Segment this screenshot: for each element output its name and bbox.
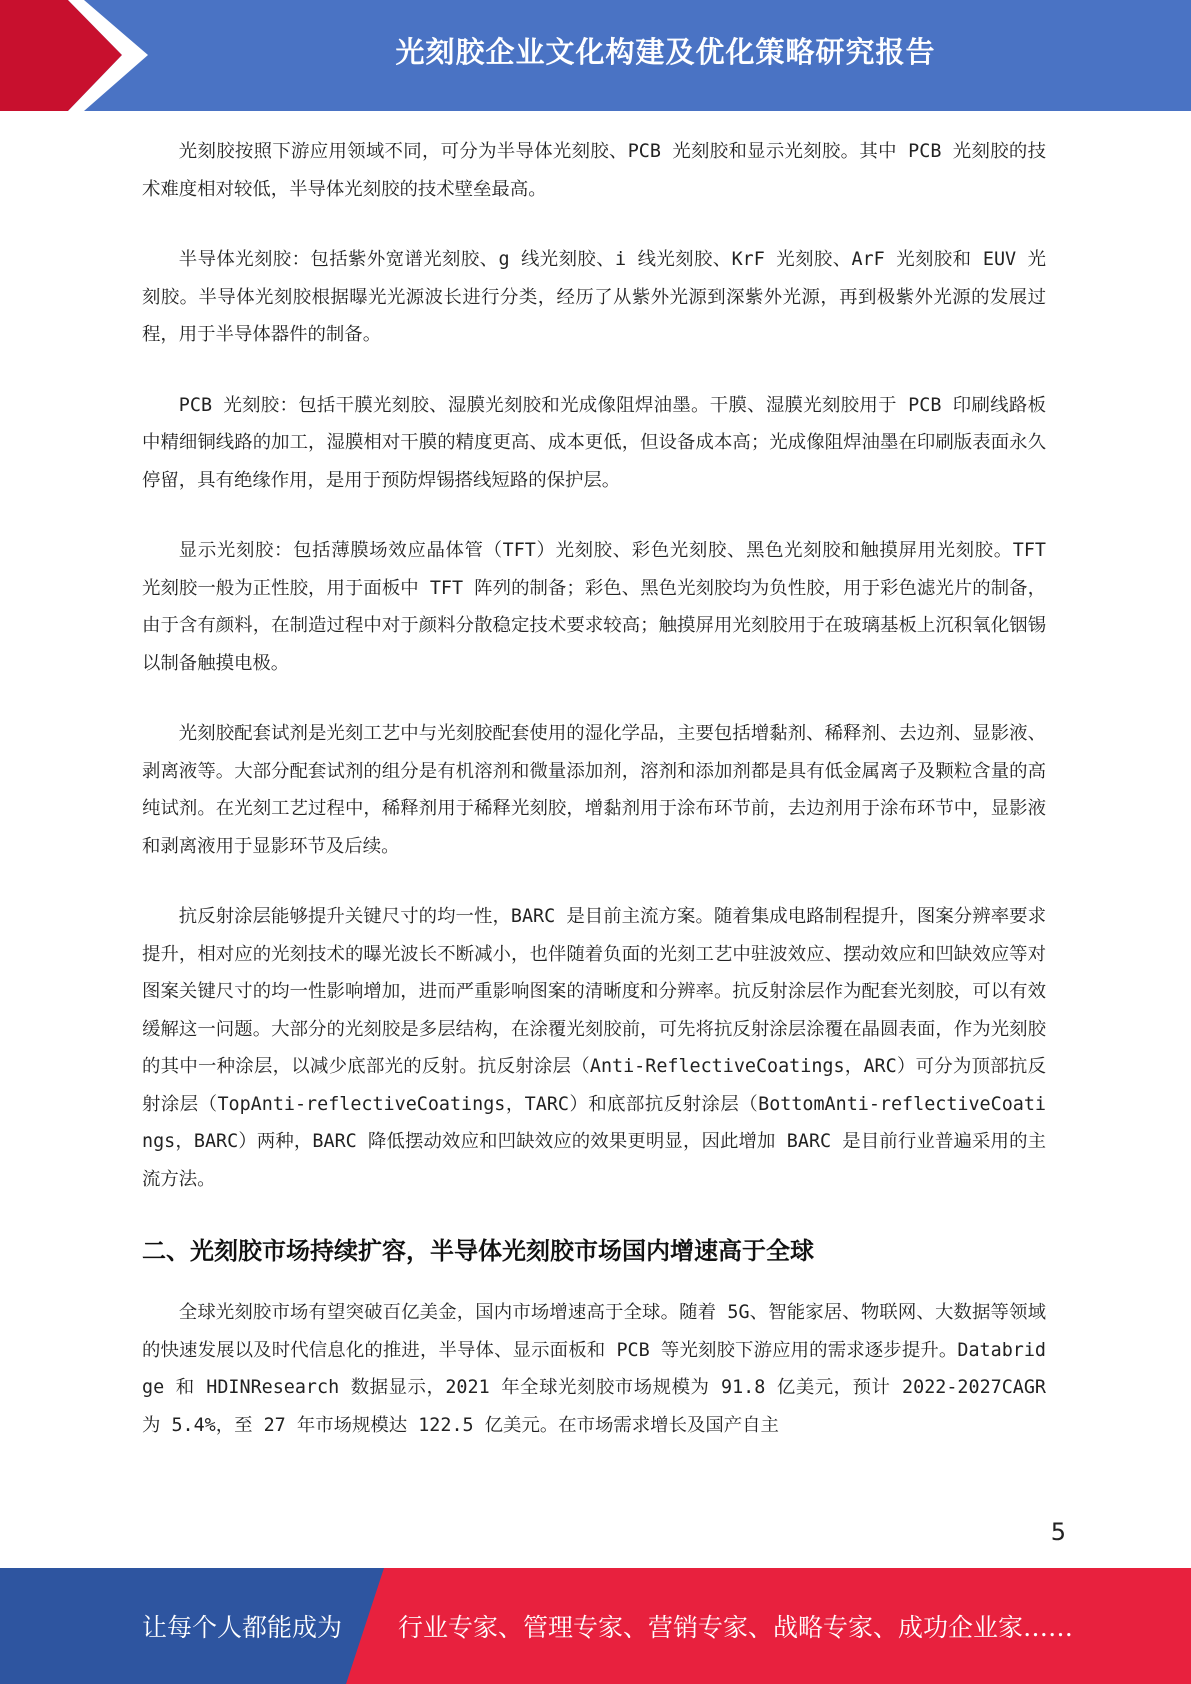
document-title: 光刻胶企业文化构建及优化策略研究报告 [395, 34, 936, 69]
footer-slogan-left: 让每个人都能成为 [142, 1613, 343, 1642]
page-footer [0, 1568, 1191, 1684]
body-paragraph: 光刻胶按照下游应用领域不同，可分为半导体光刻胶、PCB 光刻胶和显示光刻胶。其中 PCB 光刻胶的技术难度相对较低，半导体光刻胶的技术壁垒最高。 [142, 141, 1046, 200]
body-paragraph: 全球光刻胶市场有望突破百亿美金，国内市场增速高于全球。随着 5G、智能家居、物联网、大数据等领域的快速发展以及时代信息化的推进，半导体、显示面板和 PCB 等光刻胶下游应用的需求逐步提升。Databridge 和 HDINResearch 数据显示，2021 年全球光刻胶市场规模为 91.8 亿美元，预计 2022-2027CAGR 为 5.4%，至 27 年市场规模达 122.5 亿美元。在市场需求增长及国产自主 [142, 1302, 1046, 1436]
footer-slogan-right: 行业专家、管理专家、营销专家、战略专家、成功企业家…… [398, 1613, 1074, 1642]
body-paragraph: 光刻胶配套试剂是光刻工艺中与光刻胶配套使用的湿化学品，主要包括增黏剂、稀释剂、去边剂、显影液、剥离液等。大部分配套试剂的组分是有机溶剂和微量添加剂，溶剂和添加剂都是具有低金属离子及颗粒含量的高纯试剂。在光刻工艺过程中，稀释剂用于稀释光刻胶，增黏剂用于涂布环节前，去边剂用于涂布环节中，显影液和剥离液用于显影环节及后续。 [142, 723, 1046, 857]
page-header [0, 0, 1191, 111]
page-body [142, 133, 1046, 1477]
body-paragraph: 显示光刻胶：包括薄膜场效应晶体管（TFT）光刻胶、彩色光刻胶、黑色光刻胶和触摸屏用光刻胶。TFT 光刻胶一般为正性胶，用于面板中 TFT 阵列的制备；彩色、黑色光刻胶均为负性胶，用于彩色滤光片的制备，由于含有颜料，在制造过程中对于颜料分散稳定技术要求较高；触摸屏用光刻胶用于在玻璃基板上沉积氧化铟锡以制备触摸电极。 [142, 540, 1046, 674]
section-heading: 二、光刻胶市场持续扩容，半导体光刻胶市场国内增速高于全球 [142, 1237, 814, 1265]
body-paragraph: PCB 光刻胶：包括干膜光刻胶、湿膜光刻胶和光成像阻焊油墨。干膜、湿膜光刻胶用于 PCB 印刷线路板中精细铜线路的加工，湿膜相对干膜的精度更高、成本更低，但设备成本高；光成像阻焊油墨在印刷版表面永久停留，具有绝缘作用，是用于预防焊锡搭线短路的保护层。 [142, 394, 1046, 491]
body-paragraph: 抗反射涂层能够提升关键尺寸的均一性，BARC 是目前主流方案。随着集成电路制程提升，图案分辨率要求提升，相对应的光刻技术的曝光波长不断减小，也伴随着负面的光刻工艺中驻波效应、摆动效应和凹缺效应等对图案关键尺寸的均一性影响增加，进而严重影响图案的清晰度和分辨率。抗反射涂层作为配套光刻胶，可以有效缓解这一问题。大部分的光刻胶是多层结构，在涂覆光刻胶前，可先将抗反射涂层涂覆在晶圆表面，作为光刻胶的其中一种涂层，以减少底部光的反射。抗反射涂层（Anti-ReflectiveCoatings，ARC）可分为顶部抗反射涂层（TopAnti-reflectiveCoatings，TARC）和底部抗反射涂层（BottomAnti-reflectiveCoatings，BARC）两种，BARC 降低摆动效应和凹缺效应的效果更明显，因此增加 BARC 是目前行业普遍采用的主流方法。 [142, 906, 1046, 1190]
body-paragraph: 半导体光刻胶：包括紫外宽谱光刻胶、g 线光刻胶、i 线光刻胶、KrF 光刻胶、ArF 光刻胶和 EUV 光刻胶。半导体光刻胶根据曝光光源波长进行分类，经历了从紫外光源到深紫外光源，再到极紫外光源的发展过程，用于半导体器件的制备。 [142, 249, 1046, 345]
page-number: 5 [1050, 1518, 1066, 1546]
